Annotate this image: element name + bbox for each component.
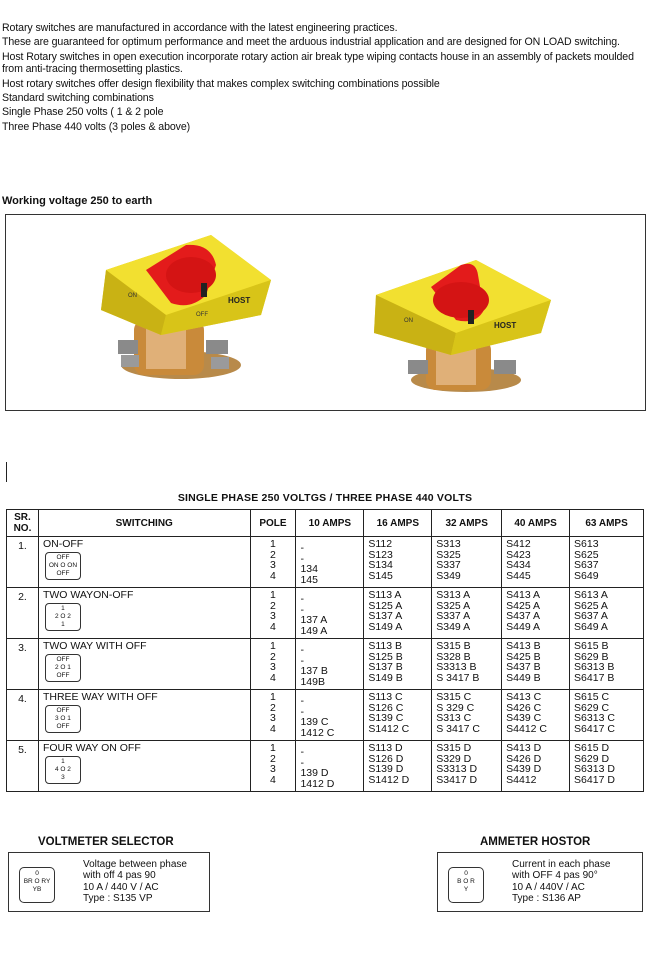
row-switching — [38, 639, 250, 690]
dial-mid: 4 O 2 — [55, 765, 71, 773]
intro-line: Rotary switches are manufactured in accordance with the latest engineering practices. — [2, 22, 398, 34]
photo-label-on: ON — [404, 318, 413, 324]
rotary-switch-photos — [6, 215, 644, 409]
row-63-amps: S613 A S625 A S637 A S649 A — [570, 588, 644, 639]
intro-text — [2, 22, 648, 135]
ammeter-line: Current in each phase — [512, 859, 611, 870]
row-32-amps: S315 C S 329 C S313 C S 3417 C — [432, 690, 502, 741]
row-switching — [38, 588, 250, 639]
header-switching: SWITCHING — [38, 510, 250, 537]
row-16-amps: S113 C S126 C S139 C S1412 C — [364, 690, 432, 741]
switching-name: THREE WAY WITH OFF — [42, 691, 158, 703]
header-16-amps: 16 AMPS — [364, 510, 432, 537]
dial-mid: 2 O 2 — [55, 612, 71, 620]
dial-bottom: Y — [463, 886, 469, 893]
switching-name: FOUR WAY ON OFF — [42, 742, 141, 754]
row-16-amps: S112 S123 S134 S145 — [364, 537, 432, 588]
row-40-amps: S413 A S425 A S437 A S449 A — [502, 588, 570, 639]
dial-top: 0 — [35, 870, 39, 877]
dial-bottom: YB — [32, 886, 42, 893]
dial-bottom: OFF — [56, 671, 70, 679]
ammeter-line: 10 A / 440V / AC — [512, 881, 585, 893]
dial-top: OFF — [56, 553, 70, 561]
ammeter-line: Type : S136 AP — [512, 893, 581, 905]
dial-mid: B O R — [457, 878, 475, 885]
rotary-switch-image-right — [374, 260, 551, 392]
voltmeter-line: 10 A / 440 V / AC — [83, 881, 159, 893]
dial-mid: ON O ON — [48, 561, 78, 569]
row-10-amps: - - 137 A 149 A — [296, 588, 364, 639]
ammeter-selector-box — [437, 852, 643, 912]
table-title: SINGLE PHASE 250 VOLTGS / THREE PHASE 440 VOLTS — [177, 492, 473, 504]
ammeter-line: with OFF 4 pas 90° — [512, 870, 598, 882]
row-63-amps: S613 S625 S637 S649 — [570, 537, 644, 588]
row-32-amps: S313 A S325 A S337 A S349 A — [432, 588, 502, 639]
switching-table — [6, 509, 644, 792]
row-16-amps: S113 A S125 A S137 A S149 A — [364, 588, 432, 639]
voltmeter-line: Type : S135 VP — [83, 893, 153, 905]
table-row — [7, 741, 644, 792]
rotary-switch-image-left — [101, 235, 271, 379]
dial-symbol — [45, 552, 81, 580]
table-row — [7, 588, 644, 639]
row-poles: 1 2 3 4 — [250, 588, 296, 639]
row-poles: 1 2 3 4 — [250, 690, 296, 741]
dial-top: 1 — [61, 757, 65, 765]
voltmeter-line: Voltage between phase — [83, 859, 187, 870]
dial-mid: 3 O 1 — [55, 714, 71, 722]
dial-symbol — [45, 705, 81, 733]
row-switching — [38, 690, 250, 741]
row-switching — [38, 537, 250, 588]
voltmeter-description — [83, 859, 187, 905]
row-32-amps: S315 B S328 B S3313 B S 3417 B — [432, 639, 502, 690]
row-10-amps: - - 134 145 — [296, 537, 364, 588]
product-photo-box — [5, 214, 646, 411]
header-10-amps: 10 AMPS — [296, 510, 364, 537]
row-16-amps: S113 B S125 B S137 B S149 B — [364, 639, 432, 690]
photo-label-brand: HOST — [494, 321, 517, 330]
table-row — [7, 639, 644, 690]
table-row — [7, 690, 644, 741]
row-63-amps: S615 B S629 B S6313 B S6417 B — [570, 639, 644, 690]
intro-line: Standard switching combinations — [2, 91, 154, 104]
row-sr: 4. — [7, 690, 39, 741]
row-poles: 1 2 3 4 — [250, 537, 296, 588]
switching-name: TWO WAYON-OFF — [42, 589, 134, 601]
row-32-amps: S313 S325 S337 S349 — [432, 537, 502, 588]
row-16-amps: S113 D S126 D S139 D S1412 D — [364, 741, 432, 792]
row-sr: 1. — [7, 537, 39, 588]
photo-label-brand: HOST — [228, 296, 251, 305]
header-sr: SR. NO. — [7, 510, 39, 537]
row-10-amps: - - 139 C 1412 C — [296, 690, 364, 741]
dial-bottom: OFF — [56, 722, 70, 730]
voltmeter-line: with off 4 pas 90 — [83, 870, 156, 882]
intro-line: Host Rotary switches in open execution incorporate rotary action air break type wiping contacts house in an assembly of packets moulded from anti-tracing thermosetting plastics. — [2, 50, 634, 76]
row-40-amps: S413 C S426 C S439 C S4412 C — [502, 690, 570, 741]
switching-name: TWO WAY WITH OFF — [42, 640, 147, 652]
table-header-row — [7, 510, 644, 537]
dial-symbol — [45, 654, 81, 682]
row-40-amps: S412 S423 S434 S445 — [502, 537, 570, 588]
photo-label-on: ON — [128, 293, 137, 299]
row-10-amps: - - 139 D 1412 D — [296, 741, 364, 792]
dial-top: OFF — [56, 655, 70, 663]
row-63-amps: S615 D S629 D S6313 D S6417 D — [570, 741, 644, 792]
dial-mid: 2 O 1 — [55, 663, 71, 671]
dial-top: 1 — [61, 604, 65, 612]
dial-bottom: OFF — [56, 569, 70, 577]
header-63-amps: 63 AMPS — [570, 510, 644, 537]
voltmeter-dial-symbol — [19, 867, 55, 903]
row-40-amps: S413 D S426 D S439 D S4412 — [502, 741, 570, 792]
working-voltage-heading: Working voltage 250 to earth — [2, 195, 153, 207]
switching-name: ON-OFF — [42, 538, 84, 550]
header-40-amps: 40 AMPS — [502, 510, 570, 537]
row-poles: 1 2 3 4 — [250, 639, 296, 690]
intro-line: Three Phase 440 volts (3 poles & above) — [2, 120, 191, 133]
row-sr: 3. — [7, 639, 39, 690]
header-pole: POLE — [250, 510, 296, 537]
intro-line: These are guaranteed for optimum performance and meet the arduous industrial application and are designed for ON LOAD switching. — [2, 36, 620, 49]
row-switching — [38, 741, 250, 792]
table-row — [7, 537, 644, 588]
intro-line: Single Phase 250 volts ( 1 & 2 pole — [2, 106, 164, 119]
row-32-amps: S315 D S329 D S3313 D S3417 D — [432, 741, 502, 792]
row-10-amps: - - 137 B 149B — [296, 639, 364, 690]
dial-top: 0 — [464, 870, 468, 877]
photo-label-off: OFF — [196, 312, 208, 318]
text-cursor-mark — [6, 462, 7, 482]
header-32-amps: 32 AMPS — [432, 510, 502, 537]
dial-symbol — [45, 603, 81, 631]
dial-bottom: 3 — [61, 773, 65, 781]
ammeter-description — [512, 859, 610, 905]
voltmeter-selector-box — [8, 852, 210, 912]
row-sr: 2. — [7, 588, 39, 639]
ammeter-dial-symbol — [448, 867, 484, 903]
dial-top: OFF — [56, 706, 70, 714]
row-poles: 1 2 3 4 — [250, 741, 296, 792]
dial-bottom: 1 — [61, 620, 65, 628]
dial-symbol — [45, 756, 81, 784]
row-63-amps: S615 C S629 C S6313 C S6417 C — [570, 690, 644, 741]
dial-mid: BR O RY — [23, 878, 51, 885]
ammeter-selector-title: AMMETER HOSTOR — [480, 836, 591, 848]
row-sr: 5. — [7, 741, 39, 792]
row-40-amps: S413 B S425 B S437 B S449 B — [502, 639, 570, 690]
voltmeter-selector-title: VOLTMETER SELECTOR — [38, 836, 174, 848]
intro-line: Host rotary switches offer design flexibility that makes complex switching combinations possible — [2, 77, 440, 90]
